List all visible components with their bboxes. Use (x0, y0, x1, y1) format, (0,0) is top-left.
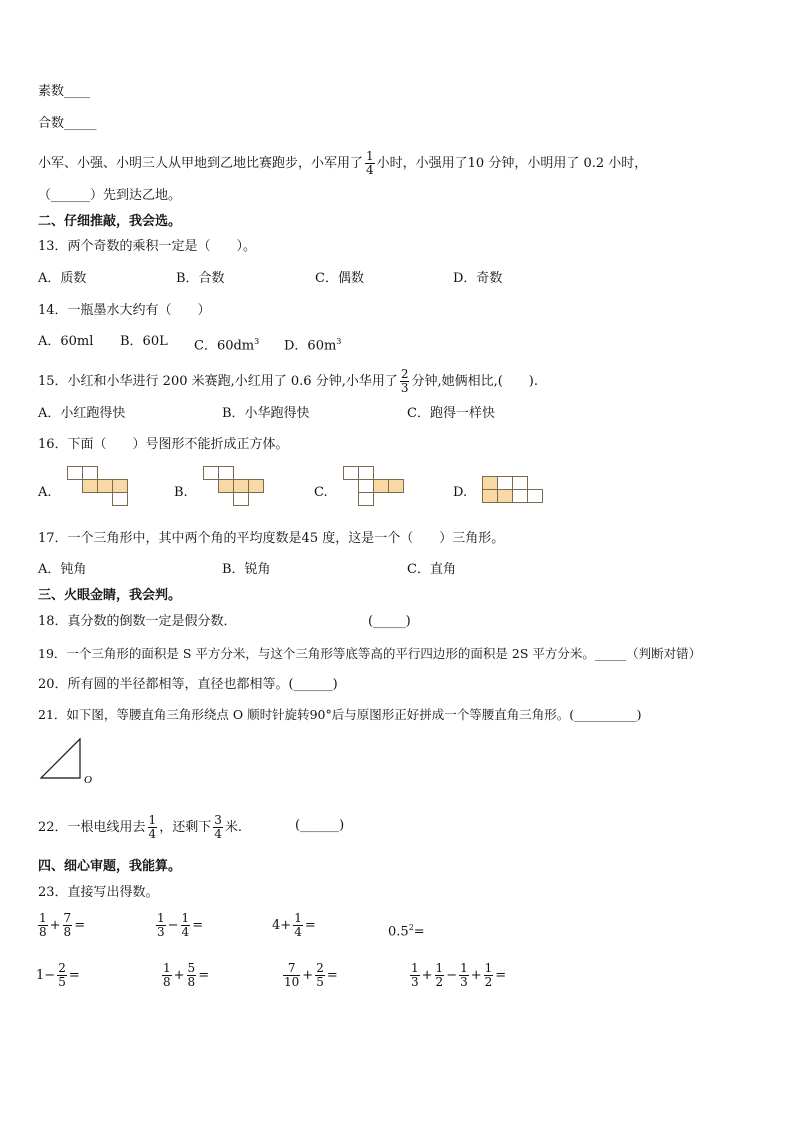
section-2-heading: 二、仔细推敲，我会选。 (38, 214, 182, 229)
section-3-heading: 三、火眼金睛，我会判。 (38, 588, 182, 603)
question-15-text-a: 15．小红和小华进行 200 米赛跑,小红用了 0.6 分钟,小华用了 (38, 374, 398, 389)
question-12-answer-line: （______）先到达乙地。 (38, 188, 182, 203)
question-18-blank[interactable]: (_____) (368, 614, 411, 629)
question-19: 19．一个三角形的面积是 S 平方分米，与这个三角形等底等高的平行四边形的面积是 2S 平方分米。_____（判断对错） (38, 646, 702, 661)
question-16: 16．下面（ ）号图形不能折成正方体。 (38, 437, 289, 452)
q17-option-c[interactable]: C．直角 (407, 562, 456, 577)
question-20: 20．所有圆的半径都相等，直径也都相等。(______) (38, 677, 338, 692)
q15-option-b[interactable]: B．小华跑得快 (222, 406, 310, 421)
q15-option-c[interactable]: C．跑得一样快 (407, 406, 495, 421)
question-12-text-a: 小军、小强、小明三人从甲地到乙地比赛跑步，小军用了 (38, 156, 364, 171)
numerator: 1 (366, 149, 374, 163)
expr-1-3-minus-1-4: $\frac{1}{3}$ − $\frac{1}{4}$ = (157, 911, 204, 939)
fraction-2-3: $\frac{2}{3}$ (400, 367, 409, 395)
expr-1-minus-2-5: 1− $\frac{2}{5}$ = (36, 961, 80, 989)
denominator: 4 (366, 163, 374, 177)
q16-option-b[interactable]: B. (174, 485, 188, 500)
q14-option-b[interactable]: B．60L (120, 334, 168, 349)
point-o-label: O (84, 774, 92, 786)
question-17: 17．一个三角形中，其中两个角的平均度数是45 度，这是一个（ ）三角形。 (38, 531, 505, 546)
q14-option-c[interactable]: C．$60dm^3$ (194, 337, 260, 354)
expr-7-10-plus-2-5: $\frac{7}{10}$ + $\frac{2}{5}$ = (284, 961, 338, 989)
q16-option-c[interactable]: C. (314, 485, 328, 500)
fraction-1-4 (365, 150, 375, 177)
q13-option-b[interactable]: B．合数 (176, 271, 225, 286)
question-22-text-b: ，还剩下 (159, 820, 212, 835)
question-21: 21．如下图，等腰直角三角形绕点 O 顺时针旋转90°后与原图形正好拼成一个等腰直角三角形。(__________) (38, 707, 642, 722)
question-15-text-b: 分钟,她俩相比,( ). (411, 374, 539, 389)
q17-option-a[interactable]: A．钝角 (38, 562, 87, 577)
question-22-text-c: 米. (224, 820, 242, 835)
expr-1-8-plus-7-8: $\frac{1}{8}$ + $\frac{7}{8}$ = (39, 911, 86, 939)
isosceles-right-triangle-figure (38, 736, 98, 786)
q13-option-c[interactable]: C．偶数 (315, 271, 364, 286)
q16-option-d[interactable]: D. (453, 485, 468, 500)
expr-1-8-plus-5-8: $\frac{1}{8}$ + $\frac{5}{8}$ = (163, 961, 210, 989)
q13-option-a[interactable]: A．质数 (38, 271, 87, 286)
question-12 (38, 150, 647, 177)
q14-option-d[interactable]: D．$60m^3$ (284, 337, 342, 354)
question-22-blank[interactable]: (______) (295, 818, 345, 833)
section-4-heading: 四、细心审题，我能算。 (38, 859, 182, 874)
q17-option-b[interactable]: B．锐角 (222, 562, 271, 577)
expr-4-plus-1-4: 4+ $\frac{1}{4}$ = (272, 911, 316, 939)
question-13: 13．两个奇数的乘积一定是（ ）。 (38, 239, 257, 254)
question-22 (38, 814, 242, 841)
composite-blank-line: 合数_____ (38, 116, 97, 131)
question-22-text-a: 22．一根电线用去 (38, 820, 146, 835)
fraction-3-4: $\frac{3}{4}$ (214, 813, 222, 841)
prime-blank-line: 素数____ (38, 84, 91, 99)
q14-option-a[interactable]: A．60ml (38, 334, 94, 349)
question-12-text-b: 小时，小强用了10 分钟，小明用了 0.2 小时， (376, 156, 648, 171)
q15-option-a[interactable]: A．小红跑得快 (38, 406, 126, 421)
question-14: 14．一瓶墨水大约有（ ） (38, 303, 211, 318)
question-18: 18．真分数的倒数一定是假分数． (38, 614, 237, 629)
question-15 (38, 368, 538, 395)
expr-four-fractions: $\frac{1}{3}$ + $\frac{1}{2}$ − $\frac{1}{3}$ + $\frac{1}{2}$ = (411, 961, 507, 989)
fraction-1-4: $\frac{1}{4}$ (148, 813, 157, 841)
q16-option-a[interactable]: A. (38, 485, 52, 500)
q13-option-d[interactable]: D．奇数 (453, 271, 503, 286)
expr-0-5-squared: $0.5^2=$ (388, 923, 425, 940)
question-23: 23．直接写出得数。 (38, 885, 159, 900)
